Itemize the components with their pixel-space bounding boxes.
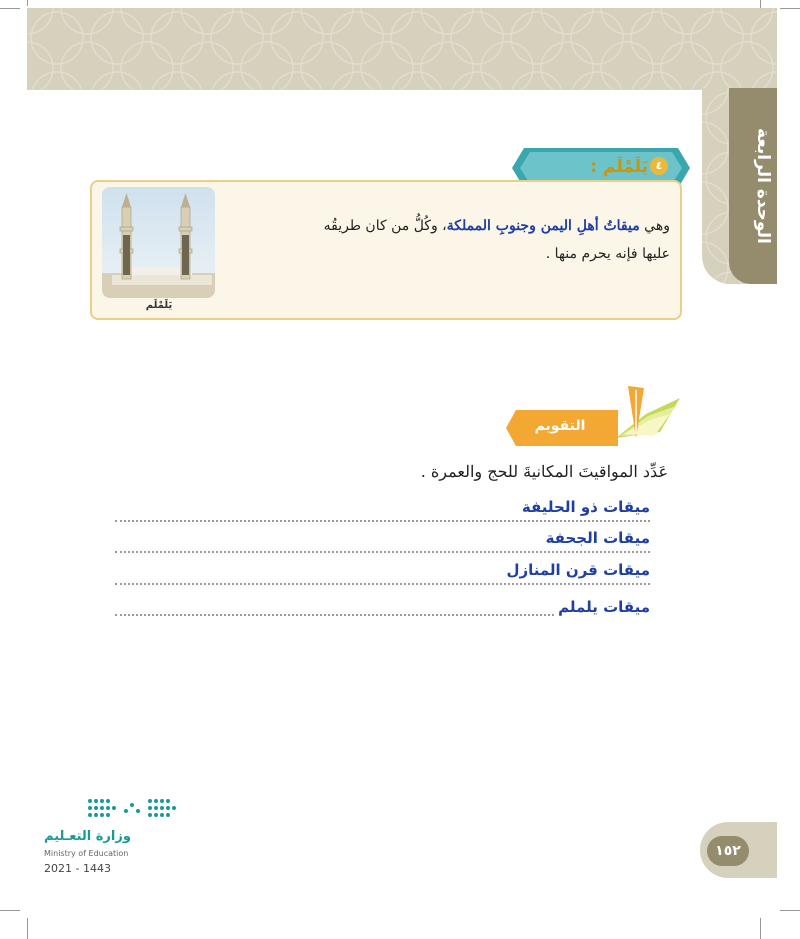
mosque-photo	[102, 187, 215, 298]
crop-mark	[27, 0, 28, 6]
evaluation-label: التقويم	[534, 418, 586, 434]
header-banner	[27, 8, 777, 90]
dotted-line	[115, 583, 650, 585]
crop-mark	[780, 8, 800, 9]
crop-mark	[760, 918, 761, 939]
answer-text: ميقات ذو الحليفة	[521, 498, 650, 516]
body-text-end: ، وكُلُّ من كان طريقُه عليها فإنه يحرم منها .	[323, 218, 670, 262]
body-highlight: ميقاتُ أهلِ اليمن وجنوبِ المملكة	[446, 218, 640, 234]
dotted-line	[115, 551, 650, 553]
body-text-start: وهي	[639, 218, 670, 234]
dotted-line	[115, 520, 650, 522]
answer-text: ميقات الجحفة	[545, 529, 650, 547]
section-number: ٤	[650, 157, 668, 175]
answer-line	[115, 529, 650, 559]
unit-side-tab	[702, 88, 777, 284]
crop-mark	[27, 918, 28, 939]
section-heading: يَلَمْلَم :	[590, 157, 648, 177]
question-text: عَدِّد المواقيتَ المكانيةَ للحج والعمرة .	[420, 462, 668, 481]
answer-line	[115, 561, 650, 591]
ministry-name-ar: وزارة التعـليم	[44, 829, 131, 844]
answer-line	[115, 592, 650, 622]
ministry-logo-icon	[86, 796, 176, 822]
section-body	[300, 212, 670, 268]
edition-year: 2021 - 1443	[44, 862, 111, 875]
crop-mark	[0, 910, 20, 911]
answer-text: ميقات قرن المنازل	[506, 561, 650, 579]
answer-line	[115, 498, 650, 528]
answer-text: ميقات يلملم	[558, 598, 650, 616]
ministry-name-en: Ministry of Education	[44, 849, 129, 858]
page-number: ١٥٢	[707, 836, 749, 866]
photo-caption: يَلَمْلَم	[145, 300, 173, 311]
pattern-decoration	[27, 8, 777, 90]
unit-title: الوحدة الرابعة	[753, 128, 773, 244]
crop-mark	[0, 8, 20, 9]
crop-mark	[780, 910, 800, 911]
